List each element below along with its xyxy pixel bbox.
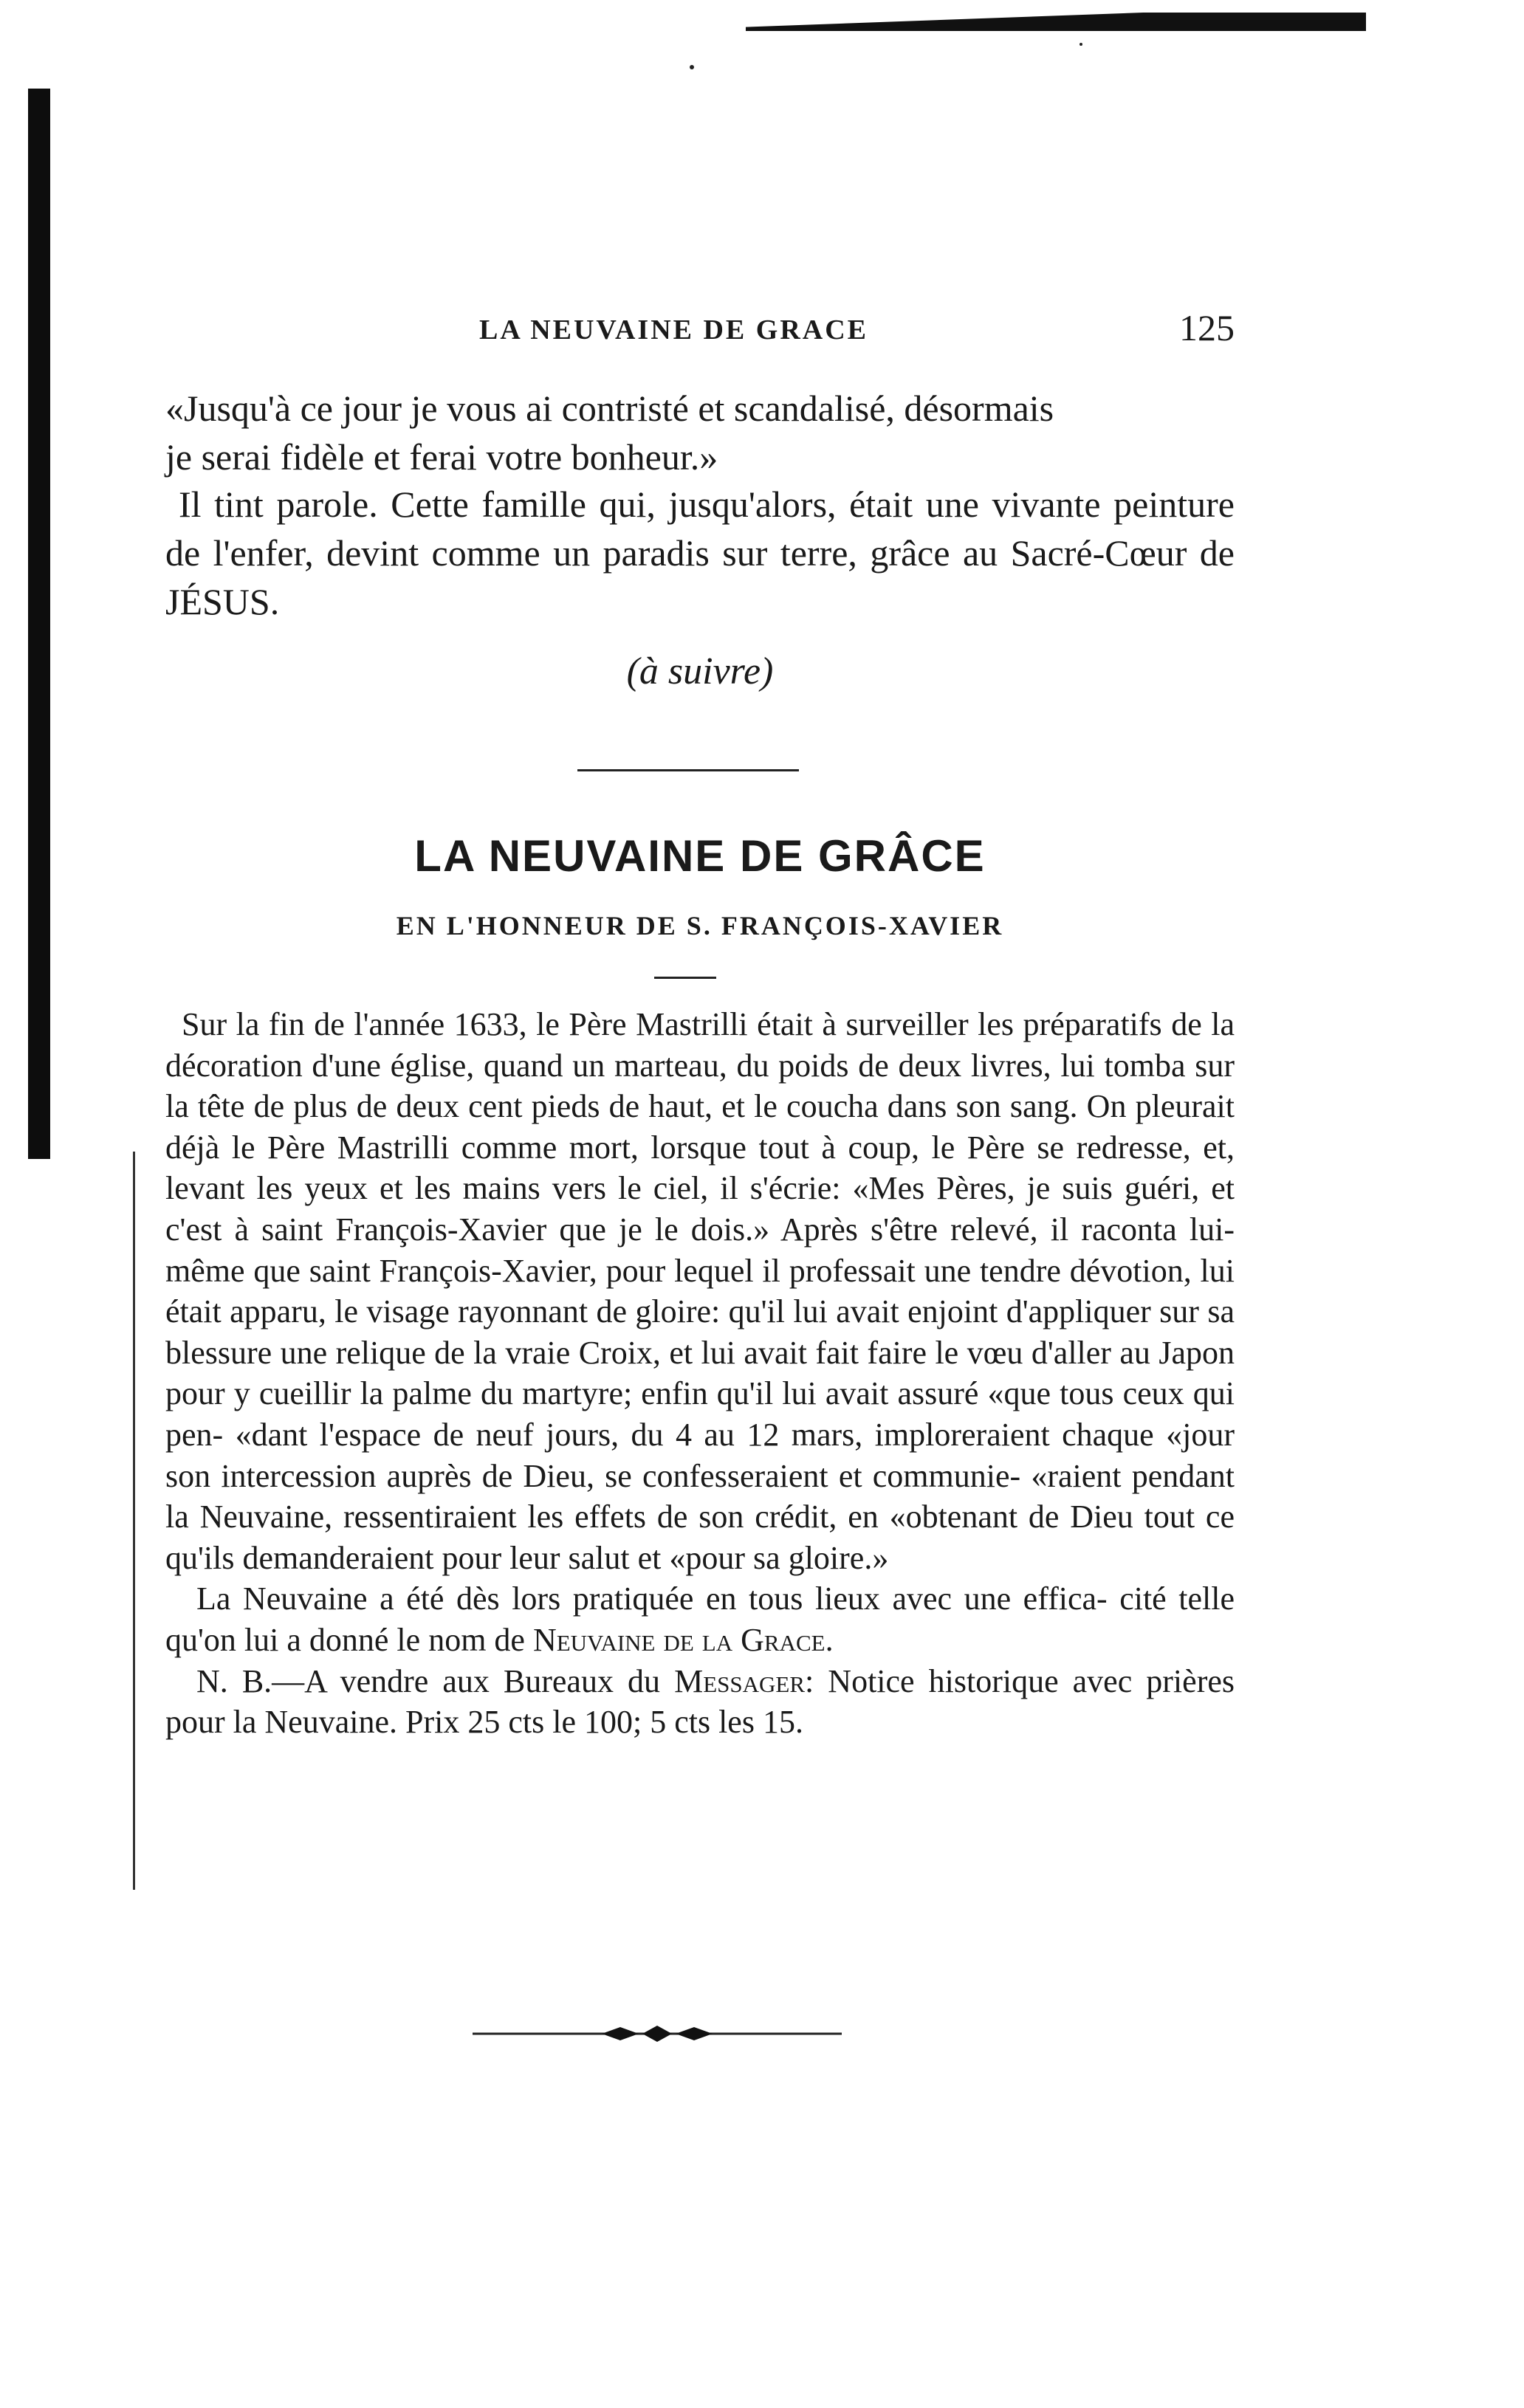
article-paragraph-1: Sur la fin de l'année 1633, le Père Mastrilli était à surveiller les préparatifs de la décoration d'une église, quand un marteau, du poids de deux livres, lui tomba sur la tête de plus de deux cent pieds de haut, et le coucha dans son sang. On pleurait déjà le Père Mastrilli comme mort, lorsque tout à coup, le Père se redresse, et, levant les yeux et les mains vers le ciel, il s'écrie: «Mes Pères, je suis guéri, et c'est à saint François-Xavier que je le dois.» Après s'être relevé, il raconta lui-même que saint François-Xavier, pour lequel il professait une tendre dévotion, lui était apparu, le visage rayonnant de gloire: qu'il lui avait enjoint d'appliquer sur sa blessure une relique de la vraie Croix, et lui avait fait faire le vœu d'aller au Japon pour y cueillir la palme du martyre; enfin qu'il lui avait assuré «que tous ceux qui pen- «dant l'espace de neuf jours, du 4 au 12 mars, imploreraient chaque «jour son intercession auprès de Dieu, se confesseraient et communie- «raient pendant la Neuvaine, ressentiraient les effets de son crédit, en «obtenant de Dieu tout ce qu'ils demanderaient pour leur salut et «pour sa gloire.» [165, 1006, 1235, 1576]
subtitle-rule [654, 977, 716, 979]
section-title: LA NEUVAINE DE GRÂCE [414, 831, 986, 881]
section-subtitle: EN L'HONNEUR DE S. FRANÇOIS-XAVIER [396, 911, 1004, 940]
scan-edge-left [28, 89, 50, 1159]
end-ornament-icon [473, 2023, 842, 2045]
article-paragraph-3 [165, 1661, 1235, 1743]
article-body [165, 1004, 1235, 1743]
paragraph-2-end: . [825, 1621, 834, 1658]
running-title: LA NEUVAINE DE GRACE [479, 314, 869, 345]
running-head [165, 306, 1235, 358]
story-end-paragraph-1 [165, 384, 1235, 481]
page-number: 125 [1179, 307, 1235, 348]
story-line-2: je serai fidèle et ferai votre bonheur.» [165, 436, 718, 478]
article-paragraph-2 [165, 1578, 1235, 1660]
story-line-1: «Jusqu'à ce jour je vous ai contristé et scandalisé, désormais [165, 388, 1054, 429]
scan-speck [690, 65, 694, 69]
scan-edge-top [746, 4, 1366, 31]
scan-speck [1080, 43, 1082, 46]
separator-rule [577, 769, 799, 771]
neuvaine-name: Neuvaine de la Grace [532, 1621, 826, 1658]
scan-edge-left-thin [133, 1152, 135, 1890]
paragraph-3-lead: N. B.—A vendre aux Bureaux du [196, 1662, 661, 1699]
messager-name: Messager [674, 1662, 806, 1699]
story-end-paragraph-2 [165, 480, 1235, 626]
continue-note: (à suivre) [626, 650, 774, 692]
paragraph-3-end: : Notice historique avec prières pour la Neuvaine. Prix 25 cts le 100; 5 cts les 15. [165, 1662, 1235, 1741]
story-paragraph: Il tint parole. Cette famille qui, jusqu'alors, était une vivante peinture de l'enfer, devint comme un paradis sur terre, grâce au Sacré-Cœur de JÉSUS. [165, 484, 1235, 622]
paragraph-2-lead: La Neuvaine a été dès lors pratiquée en tous lieux avec une effica- cité telle qu'on lui a donné le nom de [165, 1580, 1235, 1658]
